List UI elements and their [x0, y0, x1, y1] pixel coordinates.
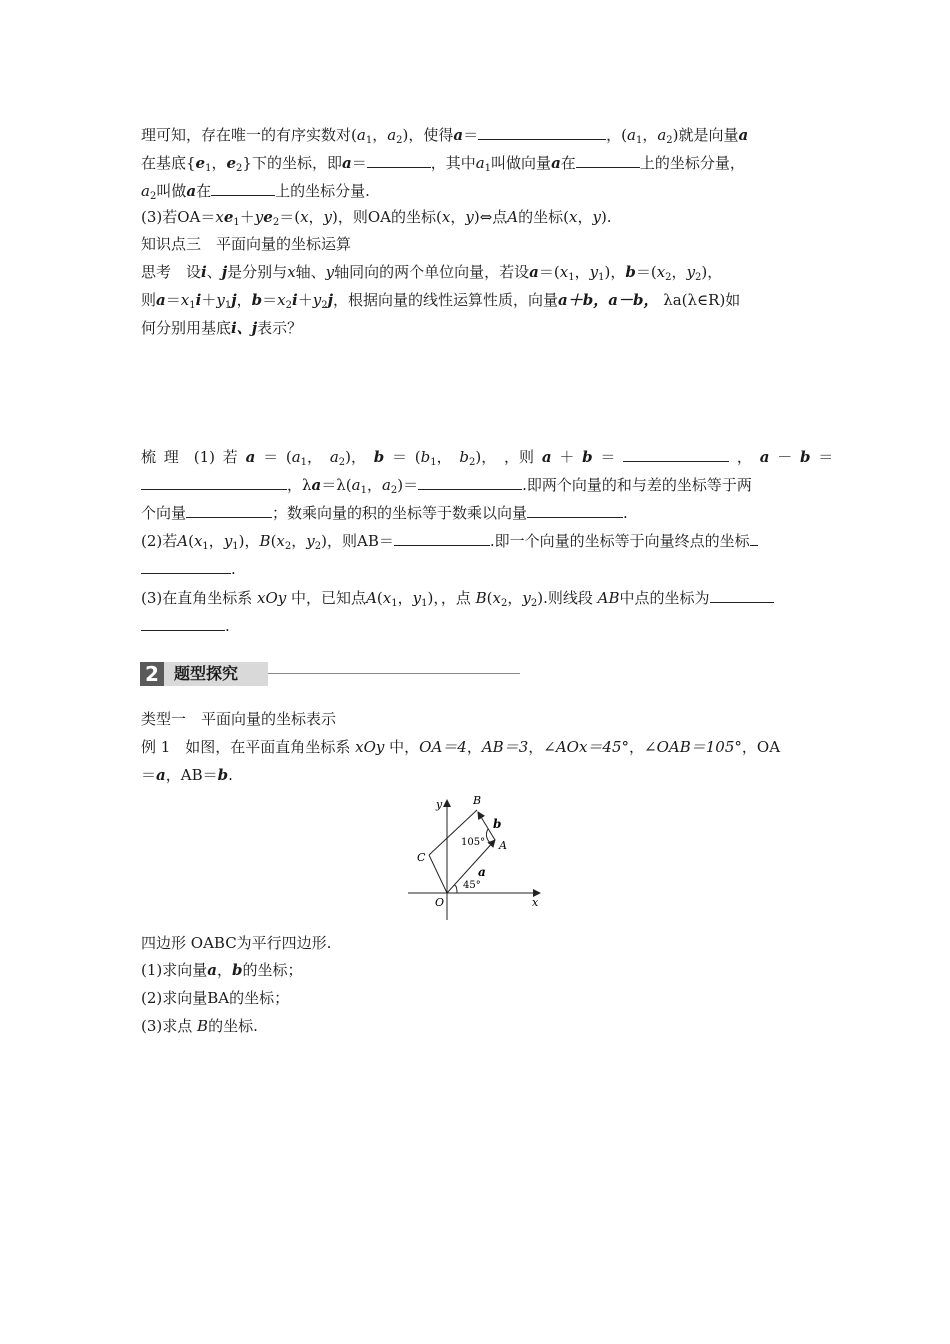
segment-cb	[429, 810, 477, 855]
answer-blank[interactable]	[576, 152, 640, 168]
answer-blank[interactable]	[418, 474, 522, 490]
text-line: .	[141, 615, 230, 636]
question-3: (3)求点 B的坐标.	[141, 1017, 258, 1035]
answer-blank[interactable]	[141, 558, 231, 574]
text-line: (2)若$A(x_1$，$y_1$)，$B(x_2$，$y_2$)，则AB＝ .即一个向量的坐标等于向量终点的坐标	[141, 530, 758, 551]
label-angle-45: 45°	[463, 880, 481, 891]
label-angle-105: 105°	[461, 837, 486, 848]
text-line: 理可知，存在唯一的有序实数对($a_1$，$a_2$)，使得a＝ ，($a_1$，$a_2$)就是向量a	[141, 126, 749, 146]
answer-blank[interactable]	[527, 502, 623, 518]
text-line: .	[141, 558, 236, 579]
answer-blank[interactable]	[478, 124, 606, 140]
text-line: 梳 理 (1) 若 $a = (a_1$， $a_2$)， $b = (b_1$， $b_2$)， ，则 a ＋ b ＝ ， a － b ＝	[141, 448, 834, 468]
section-heading: 知识点三 平面向量的坐标运算	[141, 235, 352, 253]
section-rule	[268, 673, 520, 674]
type-heading: 类型一 平面向量的坐标表示	[141, 710, 337, 728]
text-line: (3)若$OA=xe_1+ye_2=(x$，y)，则OA的坐标(x，y)⇔点A的坐标(x，y).	[141, 208, 612, 228]
label-b: B	[473, 794, 482, 807]
question-1: (1)求向量a，b的坐标；	[141, 961, 303, 979]
answer-blank[interactable]	[623, 446, 729, 462]
text-line: ，$\lambda a=\lambda(a_1$，$a_2)=$ .即两个向量的和与差的坐标等于两	[141, 474, 752, 495]
text-line: 在基底{$e_1$，$e_2$}下的坐标，即a＝ ，其中$a_1$叫做向量a在 上的坐标分量，	[141, 154, 745, 174]
label-vec-b: b	[493, 817, 502, 831]
label-o: O	[435, 896, 445, 909]
label-y: y	[436, 798, 443, 811]
section-title: 题型探究	[164, 662, 268, 686]
label-a: A	[499, 839, 507, 852]
question-2: (2)求向量BA的坐标；	[141, 989, 290, 1007]
answer-blank[interactable]	[141, 615, 225, 631]
text-line: 何分别用基底i、j表示？	[141, 319, 303, 337]
vector-figure	[400, 790, 550, 925]
answer-blank[interactable]	[750, 530, 758, 546]
text-line: $a_2$叫做a在 上的坐标分量.	[141, 182, 370, 202]
answer-blank[interactable]	[710, 587, 774, 603]
angle-arc-45	[454, 885, 457, 893]
label-vec-a: a	[478, 865, 486, 879]
segment-oc	[429, 855, 447, 893]
answer-blank[interactable]	[394, 530, 490, 546]
text-line: ＝a，AB＝b.	[141, 766, 233, 784]
text-line: (3)在直角坐标系 xOy 中，已知点$A(x_1$，$y_1$)，，点 $B(x_2$，$y_2$).则线段 AB中点的坐标为	[141, 587, 774, 608]
text-line: 四边形 OABC为平行四边形.	[141, 934, 332, 952]
text-line: 思考 设i、j是分别与x轴、y轴同向的两个单位向量，若设$a=(x_1$，$y_1$)，$b=(x_2$，$y_2$)，	[141, 263, 723, 283]
answer-blank[interactable]	[186, 502, 272, 518]
text-line: 个向量 ；数乘向量的积的坐标等于数乘以向量 .	[141, 504, 628, 522]
label-c: C	[417, 851, 426, 864]
answer-blank[interactable]	[367, 152, 431, 168]
label-x: x	[532, 896, 539, 909]
section-number: 2	[140, 662, 164, 686]
answer-blank[interactable]	[211, 180, 275, 196]
answer-blank[interactable]	[141, 474, 287, 490]
text-line: 则$a=x_1i+y_1j$，$b=x_2i+y_2j$，根据向量的线性运算性质，向量a＋b，a－b， λa(λ∈R)如	[141, 291, 741, 311]
text-line: 例 1 如图，在平面直角坐标系 xOy 中，OA＝4，AB＝3，∠AOx＝45°，∠OAB＝105°，OA	[141, 738, 781, 756]
